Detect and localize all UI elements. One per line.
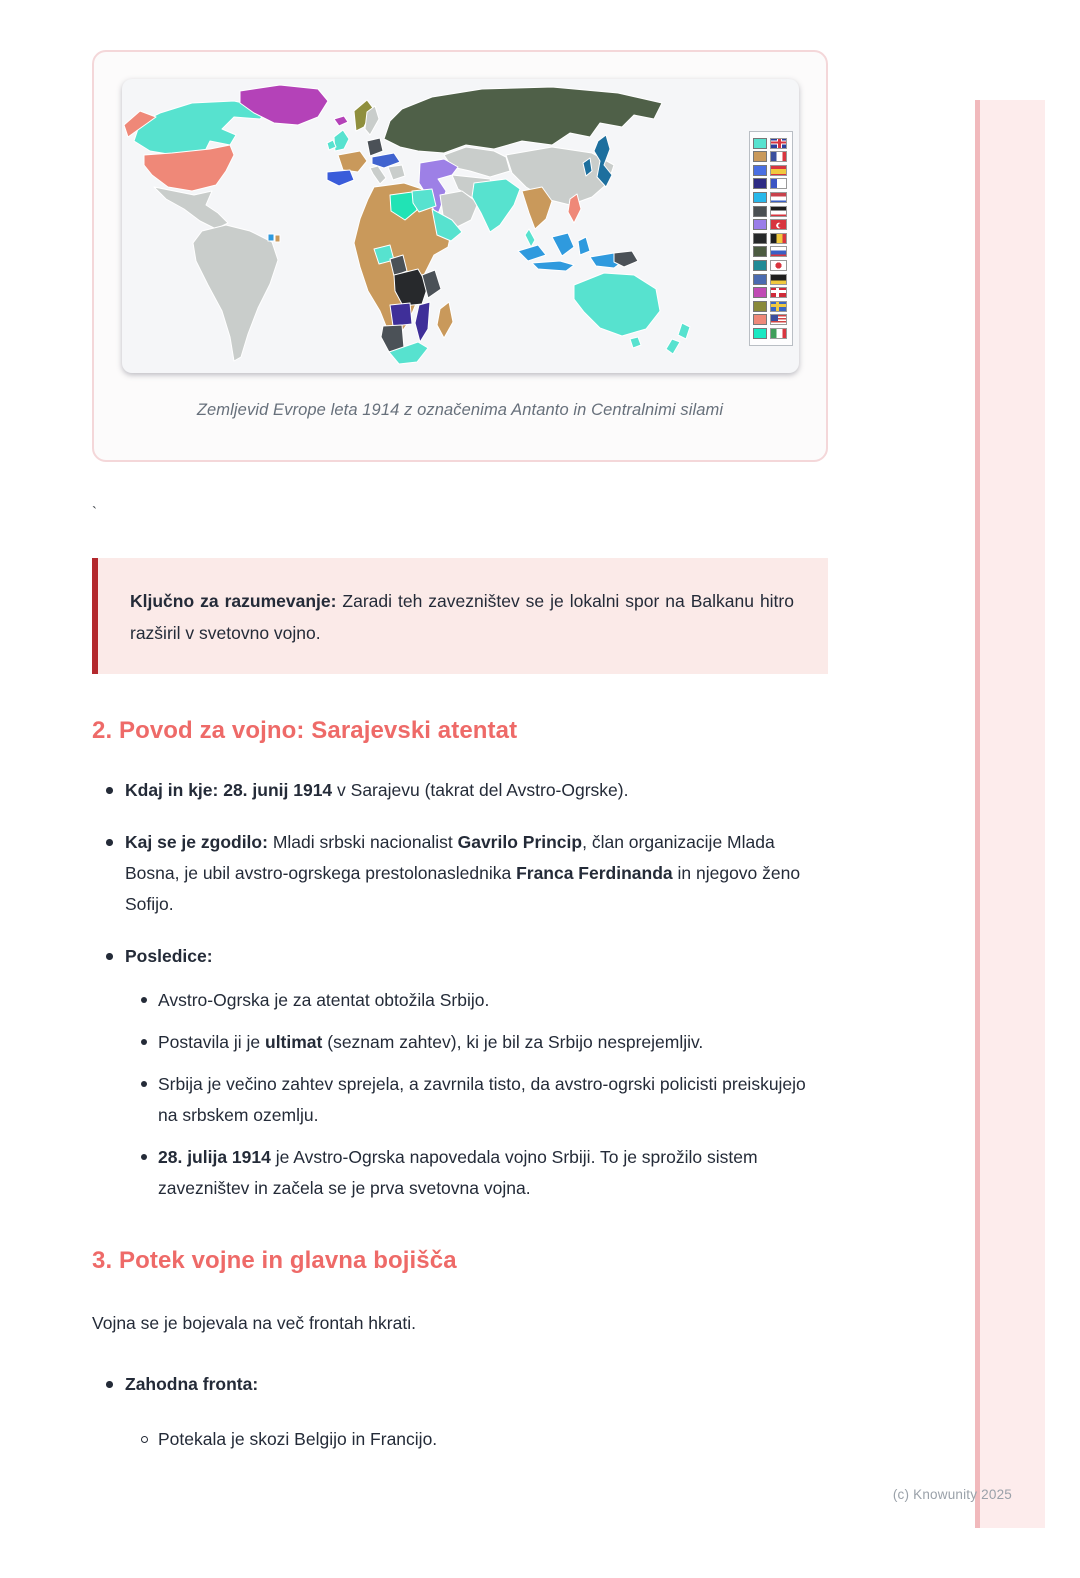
item-text: in njegovo ženo Sofijo. xyxy=(125,863,801,914)
german-empire-flag-icon xyxy=(770,206,787,217)
legend-row xyxy=(753,260,789,271)
list-item-kdaj-in-kje xyxy=(104,775,828,806)
map-country-australia xyxy=(574,273,660,336)
legend-color-swatch xyxy=(753,260,767,271)
legend-color-swatch xyxy=(753,165,767,176)
map-country-uk xyxy=(334,130,349,151)
item-text: Srbija je večino zahtev sprejela, a zavrnila tisto, da avstro-ogrski policisti preiskujejo na srbskem ozemlju. xyxy=(158,1074,806,1125)
legend-color-swatch xyxy=(753,274,767,285)
item-bold: Posledice: xyxy=(125,946,213,966)
map-country-balkans xyxy=(388,165,405,180)
section3-intro: Vojna se je bojevala na več frontah hkrati. xyxy=(92,1313,416,1333)
item-text: v Sarajevu (takrat del Avstro-Ogrske). xyxy=(332,780,629,800)
legend-row xyxy=(753,233,789,244)
france-flag-icon xyxy=(770,151,787,162)
legend-color-swatch xyxy=(753,314,767,325)
map-country-france xyxy=(338,151,367,172)
italy-flag-icon xyxy=(770,328,787,339)
map-country-new-zealand-north xyxy=(678,323,690,339)
map-country-celebes xyxy=(578,237,590,255)
section2-list xyxy=(92,775,828,1204)
legend-color-swatch xyxy=(753,219,767,230)
netherlands-flag-icon xyxy=(770,192,787,203)
sublist-item xyxy=(139,985,828,1016)
legend-row xyxy=(753,287,789,298)
ottoman-flag-icon xyxy=(770,219,787,230)
denmark-flag-icon xyxy=(770,287,787,298)
map-country-guyana-french xyxy=(275,235,280,242)
item-bold: Franca Ferdinanda xyxy=(516,863,673,883)
item-text: Postavila ji je xyxy=(158,1032,265,1052)
section3-heading: 3. Potek vojne in glavna bojišča xyxy=(92,1247,457,1274)
legend-row xyxy=(753,192,789,203)
legend-row xyxy=(753,151,789,162)
sublist-item xyxy=(139,1142,828,1204)
legend-row xyxy=(753,274,789,285)
item-bold: ultimat xyxy=(265,1032,323,1052)
map-country-sumatra xyxy=(518,245,546,261)
item-text: Potekala je skozi Belgijo in Francijo. xyxy=(158,1429,438,1449)
usa-flag-icon xyxy=(770,314,787,325)
item-text: Mladi srbski nacionalist xyxy=(267,832,458,852)
callout-body: Zaradi teh zavezništev se je lokalni spor na Balkanu hitro razširil v svetovno vojno. xyxy=(130,591,794,643)
world-map-svg xyxy=(122,79,799,373)
map-caption: Zemljevid Evrope leta 1914 z označenima Antanto in Centralnimi silami xyxy=(196,401,724,419)
legend-color-swatch xyxy=(753,246,767,257)
uk-flag-icon xyxy=(770,138,787,149)
legend-color-swatch xyxy=(753,287,767,298)
legend-row xyxy=(753,206,789,217)
sublist-item xyxy=(139,1424,828,1455)
map-country-spain xyxy=(327,170,354,186)
document-content xyxy=(92,50,828,1455)
map-country-italy xyxy=(370,166,386,184)
footer-copyright: (c) Knowunity 2025 xyxy=(892,1487,1012,1502)
map-country-iceland xyxy=(334,116,348,126)
legend-row xyxy=(753,328,789,339)
legend-row xyxy=(753,138,789,149)
map-image[interactable] xyxy=(122,79,799,373)
stray-backtick: ` xyxy=(92,504,97,521)
legend-color-swatch xyxy=(753,328,767,339)
key-callout xyxy=(92,558,828,674)
item-text: Avstro-Ogrska je za atentat obtožila Srbijo. xyxy=(158,990,490,1010)
map-country-borneo xyxy=(552,233,574,256)
callout-label: Ključno za razumevanje: xyxy=(130,591,337,611)
map-country-madagascar xyxy=(437,302,453,338)
japan-flag-icon xyxy=(770,260,787,271)
item-text: je Avstro-Ogrska napovedala vojno Srbiji. To je sprožilo sistem zavezništev in začela se je prva svetovna vojna. xyxy=(158,1147,758,1198)
map-country-russia xyxy=(384,87,662,153)
austria-hungary-flag-icon xyxy=(770,274,787,285)
map-country-mexico xyxy=(154,187,228,229)
map-country-guyana-dutch xyxy=(268,234,274,241)
legend-color-swatch xyxy=(753,192,767,203)
map-figure-card xyxy=(92,50,828,462)
legend-color-swatch xyxy=(753,206,767,217)
item-bold: Gavrilo Princip xyxy=(457,832,583,852)
map-country-greenland xyxy=(240,85,328,125)
posledice-sublist xyxy=(125,985,828,1204)
page-root xyxy=(0,50,1080,1578)
zahodna-fronta-sublist xyxy=(125,1424,828,1455)
sweden-flag-icon xyxy=(770,301,787,312)
item-bold: Zahodna fronta: xyxy=(125,1374,259,1394)
item-text: (seznam zahtev), ki je bil za Srbijo nesprejemljiv. xyxy=(322,1032,704,1052)
item-bold: Kdaj in kje: 28. junij 1914 xyxy=(125,780,333,800)
legend-color-swatch xyxy=(753,233,767,244)
map-country-germany xyxy=(367,138,383,156)
legend-row xyxy=(753,178,789,189)
sublist-item xyxy=(139,1069,828,1131)
callout-text xyxy=(130,585,794,649)
legend-row xyxy=(753,246,789,257)
list-item-kaj-se-je-zgodilo xyxy=(104,827,828,920)
list-item-posledice xyxy=(104,941,828,1204)
portugal-flag-icon xyxy=(770,178,787,189)
item-text: , član organizacije Mlada Bosna, je ubil avstro-ogrskega prestolonaslednika xyxy=(125,832,775,883)
russia-flag-icon xyxy=(770,246,787,257)
spain-flag-icon xyxy=(770,165,787,176)
list-item-zahodna-fronta xyxy=(104,1369,828,1455)
map-country-india xyxy=(472,179,520,232)
section3 xyxy=(92,1247,828,1455)
map-country-south-america xyxy=(193,225,278,361)
right-accent-bar xyxy=(975,100,1045,1528)
legend-row xyxy=(753,165,789,176)
legend-row xyxy=(753,219,789,230)
section2-heading: 2. Povod za vojno: Sarajevski atentat xyxy=(92,717,518,744)
item-bold: 28. julija 1914 xyxy=(158,1147,271,1167)
legend-color-swatch xyxy=(753,178,767,189)
legend-color-swatch xyxy=(753,151,767,162)
map-country-tasmania xyxy=(630,337,641,348)
legend-color-swatch xyxy=(753,301,767,312)
legend-row xyxy=(753,314,789,325)
section3-list xyxy=(92,1369,828,1455)
belgium-flag-icon xyxy=(770,233,787,244)
legend-row xyxy=(753,301,789,312)
map-country-malaya xyxy=(525,229,535,247)
map-country-angola xyxy=(390,303,412,326)
map-country-java xyxy=(532,261,574,271)
map-country-mozambique xyxy=(415,302,430,342)
map-legend xyxy=(749,131,793,346)
item-bold: Kaj se je zgodilo: xyxy=(125,832,268,852)
map-country-new-zealand-south xyxy=(666,339,680,354)
sublist-item xyxy=(139,1027,828,1058)
legend-color-swatch xyxy=(753,138,767,149)
